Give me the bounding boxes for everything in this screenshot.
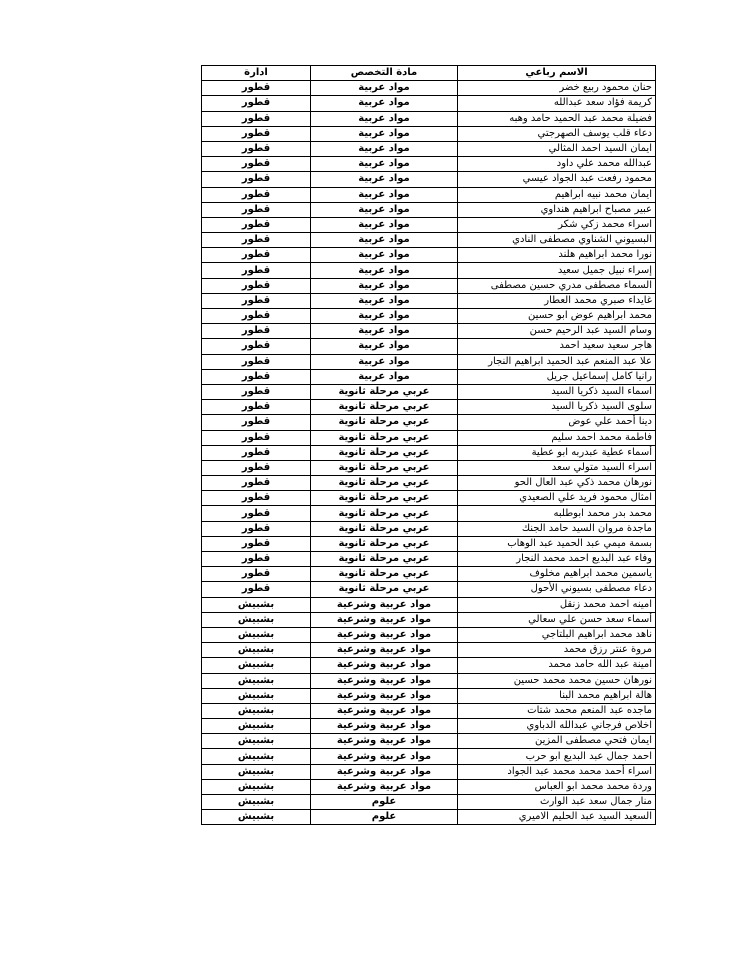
name-cell: منار جمال سعد عبد الوارث bbox=[458, 795, 656, 810]
table-row bbox=[202, 810, 656, 825]
admin-cell: بشبيش bbox=[202, 703, 311, 718]
subject-cell: عربي مرحلة ثانوية bbox=[311, 552, 458, 567]
subject-cell: مواد عربية bbox=[311, 172, 458, 187]
table-row bbox=[202, 703, 656, 718]
admin-cell: قطور bbox=[202, 309, 311, 324]
subject-cell: عربي مرحلة ثانوية bbox=[311, 582, 458, 597]
subject-cell: عربي مرحلة ثانوية bbox=[311, 460, 458, 475]
name-cell: ايمان السيد احمد المثالي bbox=[458, 141, 656, 156]
subject-cell: عربي مرحلة ثانوية bbox=[311, 445, 458, 460]
name-cell: اسراء السيد متولي سعد bbox=[458, 460, 656, 475]
subject-cell: مواد عربية bbox=[311, 293, 458, 308]
table-row bbox=[202, 369, 656, 384]
admin-cell: بشبيش bbox=[202, 658, 311, 673]
name-cell: مروة عنتر رزق محمد bbox=[458, 643, 656, 658]
admin-cell: قطور bbox=[202, 476, 311, 491]
subject-cell: مواد عربية bbox=[311, 81, 458, 96]
subject-cell: مواد عربية bbox=[311, 141, 458, 156]
name-cell: محمد بدر محمد ابوطلبه bbox=[458, 506, 656, 521]
name-cell: نورهان محمد ذكي عبد العال الحو bbox=[458, 476, 656, 491]
admin-cell: قطور bbox=[202, 339, 311, 354]
subject-cell: مواد عربية bbox=[311, 126, 458, 141]
table-row bbox=[202, 719, 656, 734]
name-cell: محمود رفعت عبد الجواد عيسي bbox=[458, 172, 656, 187]
admin-cell: بشبيش bbox=[202, 597, 311, 612]
name-cell: اسراء أحمد محمد محمد عبد الجواد bbox=[458, 764, 656, 779]
table-row bbox=[202, 202, 656, 217]
subject-cell: مواد عربية وشرعية bbox=[311, 734, 458, 749]
subject-cell: مواد عربية bbox=[311, 263, 458, 278]
table-row bbox=[202, 293, 656, 308]
table-row bbox=[202, 415, 656, 430]
subject-cell: مواد عربية bbox=[311, 187, 458, 202]
header-row bbox=[202, 66, 656, 81]
subject-cell: عربي مرحلة ثانوية bbox=[311, 476, 458, 491]
table-row bbox=[202, 233, 656, 248]
subject-cell: مواد عربية bbox=[311, 111, 458, 126]
name-cell: احمد جمال عبد البديع ابو حرب bbox=[458, 749, 656, 764]
table-row bbox=[202, 278, 656, 293]
admin-cell: قطور bbox=[202, 141, 311, 156]
subject-cell: مواد عربية وشرعية bbox=[311, 673, 458, 688]
admin-cell: قطور bbox=[202, 582, 311, 597]
table-row bbox=[202, 430, 656, 445]
subject-cell: مواد عربية bbox=[311, 96, 458, 111]
admin-cell: بشبيش bbox=[202, 643, 311, 658]
table-row bbox=[202, 491, 656, 506]
table-row bbox=[202, 536, 656, 551]
staff-table bbox=[201, 65, 656, 825]
name-cell: السعيد السيد عبد الحليم الاميري bbox=[458, 810, 656, 825]
table-row bbox=[202, 567, 656, 582]
subject-cell: عربي مرحلة ثانوية bbox=[311, 567, 458, 582]
name-cell: عبدالله محمد علي داود bbox=[458, 157, 656, 172]
table-row bbox=[202, 445, 656, 460]
subject-cell: مواد عربية bbox=[311, 339, 458, 354]
name-cell: دعاء مصطفى بسيوني الأحول bbox=[458, 582, 656, 597]
name-cell: حنان محمود ربيع خضر bbox=[458, 81, 656, 96]
header-subject: مادة التخصص bbox=[311, 66, 458, 81]
name-cell: ايمان فتحي مصطفى المزين bbox=[458, 734, 656, 749]
admin-cell: بشبيش bbox=[202, 719, 311, 734]
name-cell: اخلاص فرجاني عبدالله الدباوي bbox=[458, 719, 656, 734]
subject-cell: مواد عربية bbox=[311, 233, 458, 248]
table-row bbox=[202, 521, 656, 536]
name-cell: اسراء محمد زكي شكر bbox=[458, 217, 656, 232]
admin-cell: قطور bbox=[202, 126, 311, 141]
admin-cell: قطور bbox=[202, 293, 311, 308]
subject-cell: عربي مرحلة ثانوية bbox=[311, 491, 458, 506]
admin-cell: قطور bbox=[202, 233, 311, 248]
admin-cell: قطور bbox=[202, 217, 311, 232]
subject-cell: مواد عربية وشرعية bbox=[311, 597, 458, 612]
admin-cell: قطور bbox=[202, 552, 311, 567]
subject-cell: مواد عربية وشرعية bbox=[311, 779, 458, 794]
admin-cell: قطور bbox=[202, 536, 311, 551]
subject-cell: مواد عربية وشرعية bbox=[311, 703, 458, 718]
table-row bbox=[202, 627, 656, 642]
name-cell: امثال محمود فريد علي الصعيدي bbox=[458, 491, 656, 506]
table-row bbox=[202, 339, 656, 354]
name-cell: السماء مصطفى مدري حسين مصطفى bbox=[458, 278, 656, 293]
subject-cell: مواد عربية وشرعية bbox=[311, 749, 458, 764]
table-row bbox=[202, 552, 656, 567]
name-cell: وسام السيد عبد الرحيم حسن bbox=[458, 324, 656, 339]
table-row bbox=[202, 400, 656, 415]
admin-cell: قطور bbox=[202, 248, 311, 263]
table-row bbox=[202, 309, 656, 324]
table-row bbox=[202, 248, 656, 263]
admin-cell: بشبيش bbox=[202, 795, 311, 810]
subject-cell: مواد عربية bbox=[311, 202, 458, 217]
subject-cell: مواد عربية bbox=[311, 354, 458, 369]
admin-cell: بشبيش bbox=[202, 673, 311, 688]
admin-cell: قطور bbox=[202, 263, 311, 278]
name-cell: دعاء قلب يوسف الصهرجتي bbox=[458, 126, 656, 141]
subject-cell: مواد عربية وشرعية bbox=[311, 764, 458, 779]
name-cell: نورهان حسين محمد محمد حسين bbox=[458, 673, 656, 688]
admin-cell: قطور bbox=[202, 567, 311, 582]
name-cell: فاطمة محمد احمد سليم bbox=[458, 430, 656, 445]
subject-cell: مواد عربية bbox=[311, 157, 458, 172]
admin-cell: بشبيش bbox=[202, 734, 311, 749]
subject-cell: مواد عربية bbox=[311, 324, 458, 339]
name-cell: اسماء السيد ذكريا السيد bbox=[458, 384, 656, 399]
table-row bbox=[202, 187, 656, 202]
name-cell: علا عبد المنعم عبد الحميد ابراهيم النجار bbox=[458, 354, 656, 369]
admin-cell: قطور bbox=[202, 324, 311, 339]
name-cell: أسماء سعد حسن علي سعالي bbox=[458, 612, 656, 627]
name-cell: وردة محمد محمد ابو العباس bbox=[458, 779, 656, 794]
subject-cell: عربي مرحلة ثانوية bbox=[311, 506, 458, 521]
admin-cell: بشبيش bbox=[202, 764, 311, 779]
name-cell: أسماء عطية عبدربه ابو عطية bbox=[458, 445, 656, 460]
name-cell: ايمان محمد نبيه ابراهيم bbox=[458, 187, 656, 202]
subject-cell: عربي مرحلة ثانوية bbox=[311, 384, 458, 399]
table-row bbox=[202, 688, 656, 703]
admin-cell: قطور bbox=[202, 278, 311, 293]
admin-cell: قطور bbox=[202, 460, 311, 475]
admin-cell: قطور bbox=[202, 506, 311, 521]
subject-cell: علوم bbox=[311, 795, 458, 810]
subject-cell: عربي مرحلة ثانوية bbox=[311, 400, 458, 415]
subject-cell: عربي مرحلة ثانوية bbox=[311, 430, 458, 445]
subject-cell: عربي مرحلة ثانوية bbox=[311, 415, 458, 430]
name-cell: هاجر سعيد سعيد احمد bbox=[458, 339, 656, 354]
name-cell: بسمة ميمي عبد الحميد عبد الوهاب bbox=[458, 536, 656, 551]
table-row bbox=[202, 96, 656, 111]
header-name: الاسم رباعي bbox=[458, 66, 656, 81]
table-row bbox=[202, 597, 656, 612]
subject-cell: مواد عربية وشرعية bbox=[311, 627, 458, 642]
table-row bbox=[202, 324, 656, 339]
table-body bbox=[202, 81, 656, 825]
name-cell: ناهد محمد ابراهيم البلتاجي bbox=[458, 627, 656, 642]
admin-cell: قطور bbox=[202, 202, 311, 217]
admin-cell: قطور bbox=[202, 384, 311, 399]
name-cell: هالة ابراهيم محمد البنا bbox=[458, 688, 656, 703]
name-cell: ياسمين محمد ابراهيم مخلوف bbox=[458, 567, 656, 582]
table-row bbox=[202, 734, 656, 749]
subject-cell: مواد عربية bbox=[311, 369, 458, 384]
name-cell: رانيا كامل إسماعيل جريل bbox=[458, 369, 656, 384]
name-cell: محمد ابراهيم عوض ابو حسين bbox=[458, 309, 656, 324]
name-cell: عبير مصباح ابراهيم هنداوي bbox=[458, 202, 656, 217]
table-row bbox=[202, 81, 656, 96]
admin-cell: قطور bbox=[202, 81, 311, 96]
table-header bbox=[202, 66, 656, 81]
subject-cell: علوم bbox=[311, 810, 458, 825]
table-row bbox=[202, 354, 656, 369]
name-cell: امينه احمد محمد زنقل bbox=[458, 597, 656, 612]
admin-cell: قطور bbox=[202, 491, 311, 506]
table-row bbox=[202, 643, 656, 658]
table-row bbox=[202, 764, 656, 779]
table-row bbox=[202, 126, 656, 141]
table-row bbox=[202, 673, 656, 688]
admin-cell: قطور bbox=[202, 354, 311, 369]
admin-cell: قطور bbox=[202, 157, 311, 172]
table-row bbox=[202, 141, 656, 156]
name-cell: ماجده عبد المنعم محمد شتات bbox=[458, 703, 656, 718]
table-row bbox=[202, 217, 656, 232]
name-cell: سلوى السيد ذكريا السيد bbox=[458, 400, 656, 415]
admin-cell: قطور bbox=[202, 369, 311, 384]
admin-cell: بشبيش bbox=[202, 627, 311, 642]
name-cell: ماجدة مروان السيد حامد الجنك bbox=[458, 521, 656, 536]
admin-cell: قطور bbox=[202, 172, 311, 187]
subject-cell: مواد عربية bbox=[311, 309, 458, 324]
subject-cell: مواد عربية وشرعية bbox=[311, 612, 458, 627]
admin-cell: بشبيش bbox=[202, 749, 311, 764]
table-row bbox=[202, 612, 656, 627]
admin-cell: قطور bbox=[202, 445, 311, 460]
table-row bbox=[202, 460, 656, 475]
subject-cell: مواد عربية وشرعية bbox=[311, 719, 458, 734]
admin-cell: قطور bbox=[202, 400, 311, 415]
table-row bbox=[202, 111, 656, 126]
table-row bbox=[202, 779, 656, 794]
subject-cell: عربي مرحلة ثانوية bbox=[311, 521, 458, 536]
admin-cell: قطور bbox=[202, 415, 311, 430]
table-row bbox=[202, 795, 656, 810]
subject-cell: مواد عربية bbox=[311, 278, 458, 293]
name-cell: كريمة فؤاد سعد عبدالله bbox=[458, 96, 656, 111]
table-row bbox=[202, 749, 656, 764]
admin-cell: قطور bbox=[202, 430, 311, 445]
admin-cell: بشبيش bbox=[202, 810, 311, 825]
admin-cell: قطور bbox=[202, 187, 311, 202]
admin-cell: قطور bbox=[202, 96, 311, 111]
name-cell: وفاء عبد البديع احمد محمد النجار bbox=[458, 552, 656, 567]
subject-cell: مواد عربية bbox=[311, 248, 458, 263]
table-row bbox=[202, 658, 656, 673]
subject-cell: مواد عربية bbox=[311, 217, 458, 232]
subject-cell: مواد عربية وشرعية bbox=[311, 658, 458, 673]
admin-cell: بشبيش bbox=[202, 612, 311, 627]
name-cell: غايداء صبري محمد العطار bbox=[458, 293, 656, 308]
name-cell: نورا محمد ابراهيم هلند bbox=[458, 248, 656, 263]
table-row bbox=[202, 157, 656, 172]
admin-cell: قطور bbox=[202, 111, 311, 126]
admin-cell: بشبيش bbox=[202, 779, 311, 794]
subject-cell: مواد عربية وشرعية bbox=[311, 643, 458, 658]
header-admin: ادارة bbox=[202, 66, 311, 81]
name-cell: البسيوني الشناوي مصطفى النادي bbox=[458, 233, 656, 248]
admin-cell: قطور bbox=[202, 521, 311, 536]
table-row bbox=[202, 172, 656, 187]
table-row bbox=[202, 263, 656, 278]
table-row bbox=[202, 476, 656, 491]
name-cell: إسراء نبيل جميل سعيد bbox=[458, 263, 656, 278]
name-cell: فضيلة محمد عبد الحميد حامد وهبه bbox=[458, 111, 656, 126]
admin-cell: بشبيش bbox=[202, 688, 311, 703]
name-cell: امينة عبد الله حامد محمد bbox=[458, 658, 656, 673]
subject-cell: عربي مرحلة ثانوية bbox=[311, 536, 458, 551]
table-row bbox=[202, 384, 656, 399]
subject-cell: مواد عربية وشرعية bbox=[311, 688, 458, 703]
table-row bbox=[202, 582, 656, 597]
name-cell: دينا أحمد علي عوض bbox=[458, 415, 656, 430]
table-row bbox=[202, 506, 656, 521]
